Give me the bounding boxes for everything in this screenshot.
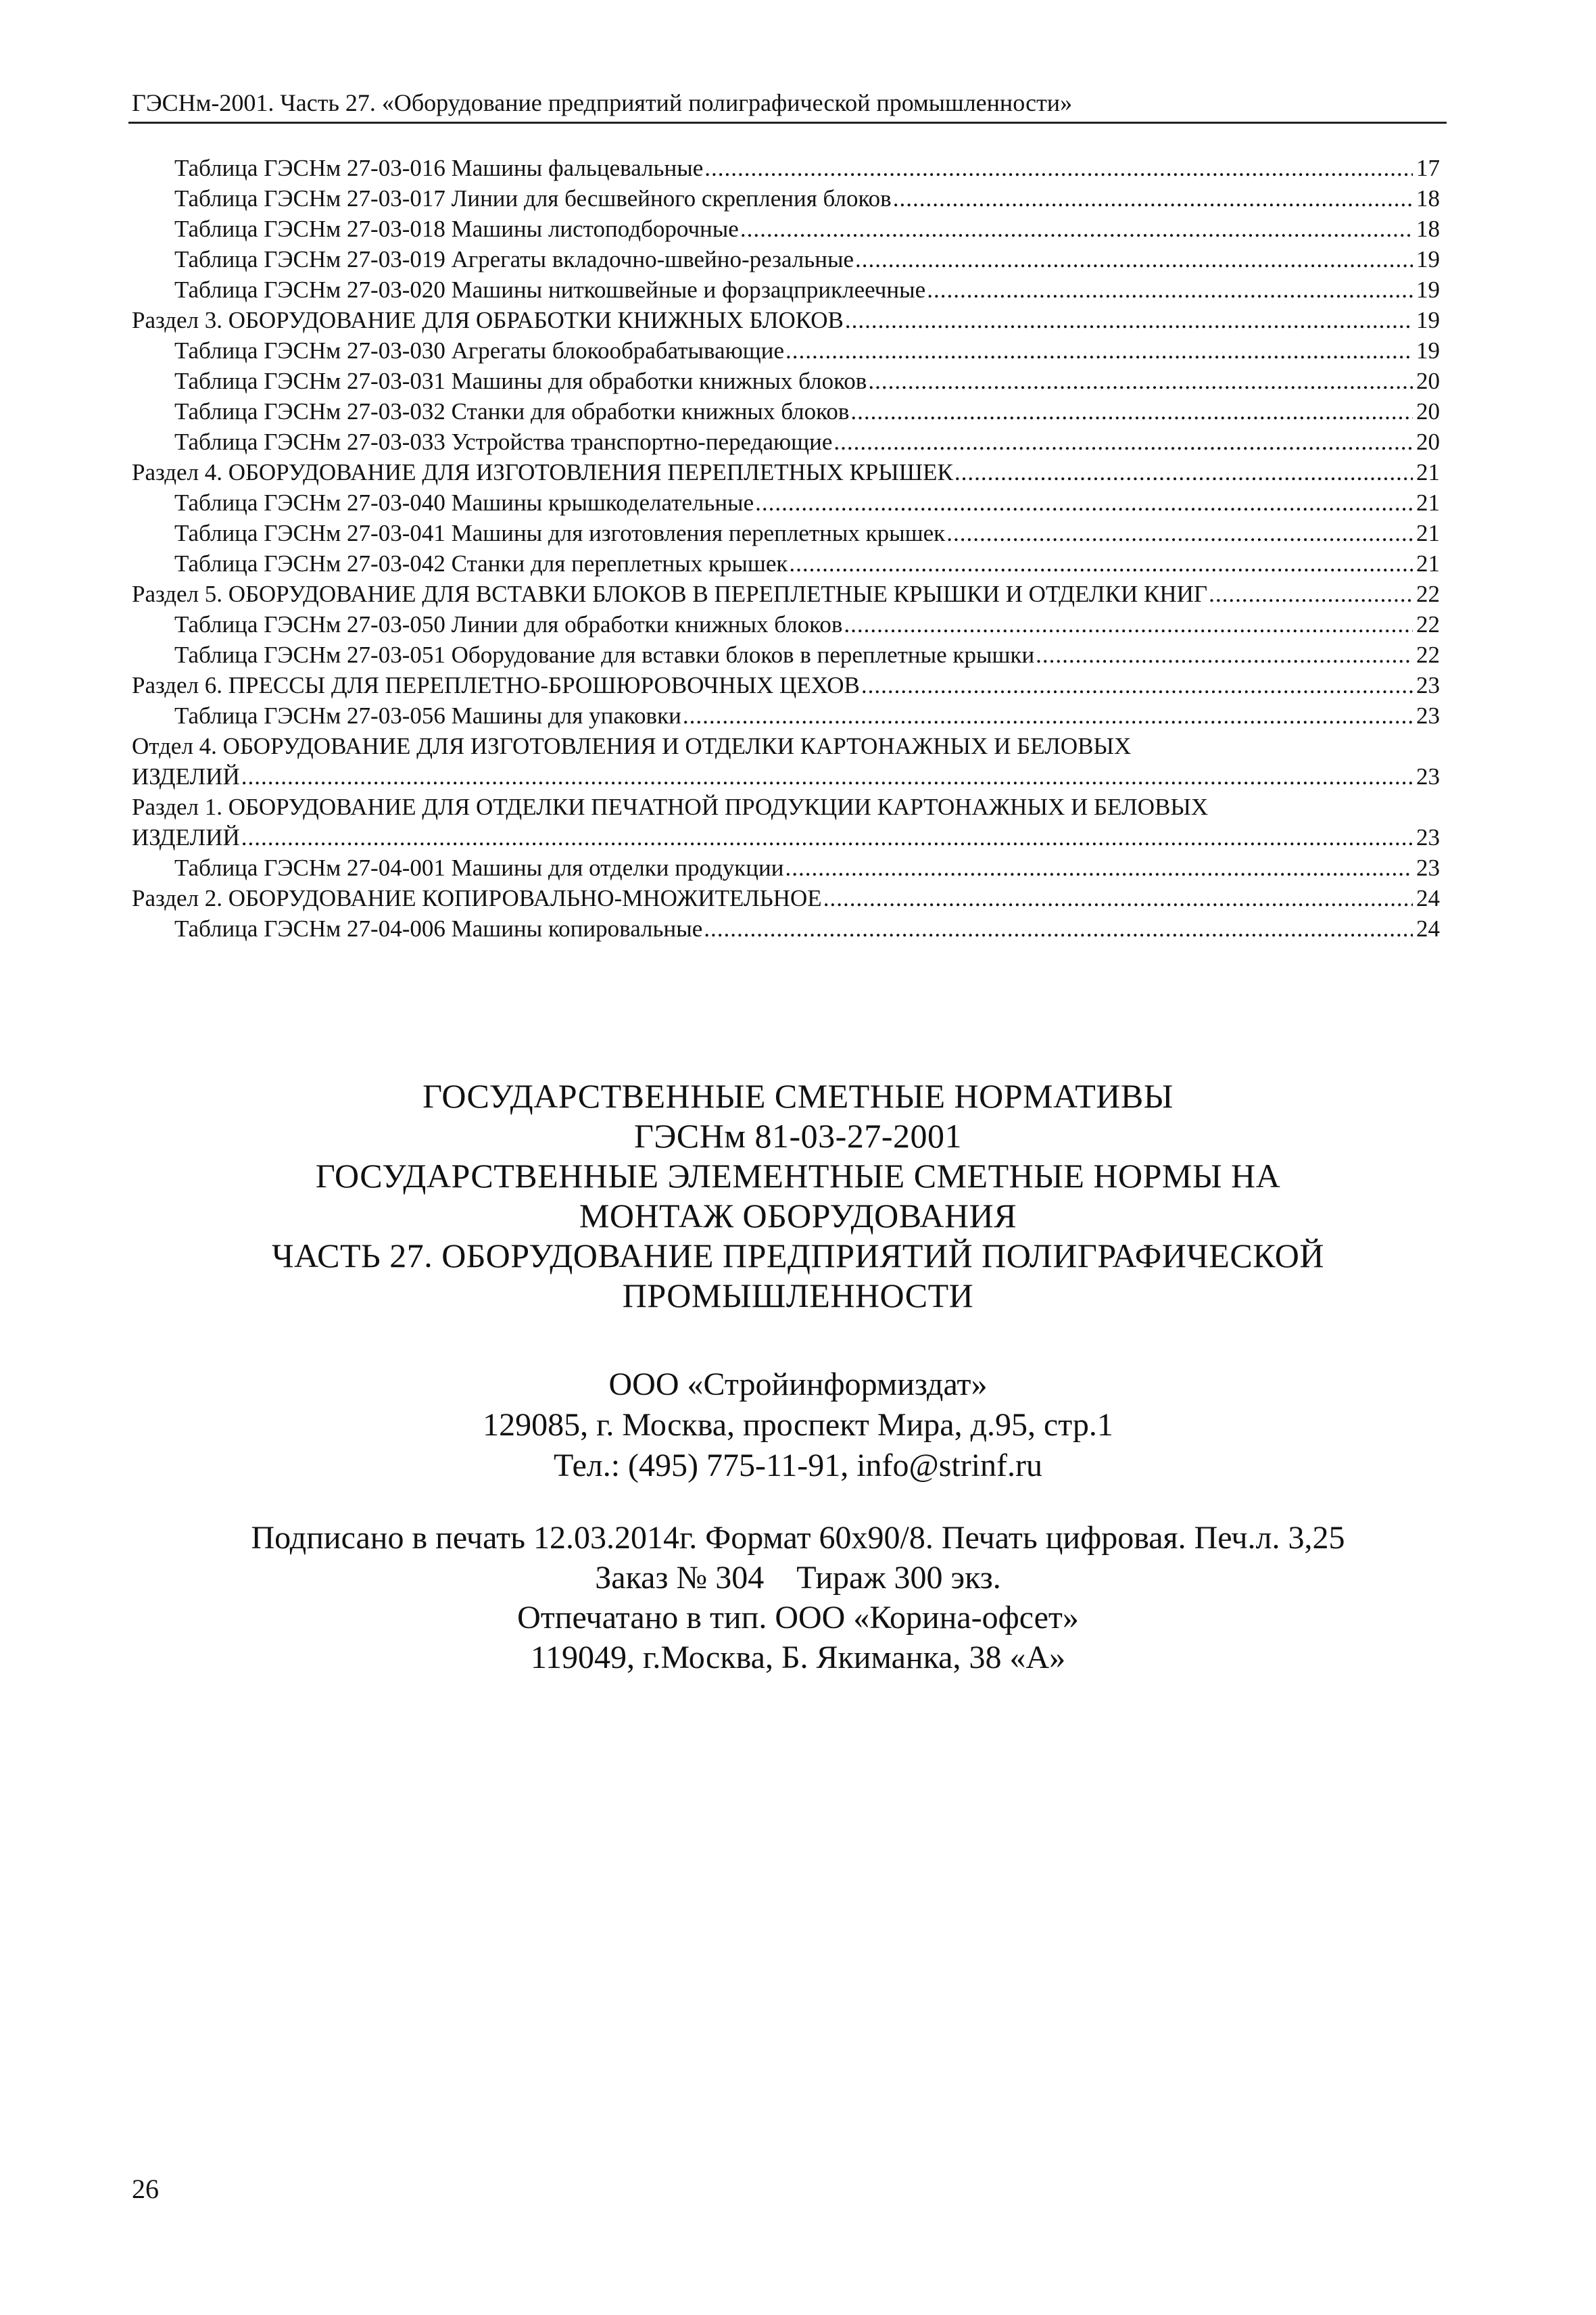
toc-entry-title: Раздел 4. ОБОРУДОВАНИЕ ДЛЯ ИЗГОТОВЛЕНИЯ ПЕРЕПЛЕТНЫХ КРЫШЕК — [132, 459, 953, 485]
toc-entry-title: Таблица ГЭСНм 27-03-033 Устройства транспортно-передающие — [174, 429, 833, 455]
imprint-line: 119049, г.Москва, Б. Якиманка, 38 «А» — [530, 1640, 1066, 1675]
toc-table-entry[interactable] — [132, 153, 1440, 183]
publisher-address: 129085, г. Москва, проспект Мира, д.95, стр.1 — [483, 1407, 1113, 1443]
toc-entry-title: Таблица ГЭСНм 27-04-006 Машины копировальные — [174, 915, 703, 942]
toc-dot-leader — [845, 305, 1413, 335]
toc-entry-page: 23 — [1416, 763, 1440, 790]
toc-entry-page: 22 — [1416, 581, 1440, 607]
toc-section-entry[interactable] — [132, 883, 1440, 913]
toc-entry-title-line1: Раздел 1. ОБОРУДОВАНИЕ ДЛЯ ОТДЕЛКИ ПЕЧАТНОЙ ПРОДУКЦИИ КАРТОНАЖНЫХ И БЕЛОВЫХ — [132, 794, 1209, 820]
toc-entry-title: Раздел 2. ОБОРУДОВАНИЕ КОПИРОВАЛЬНО-МНОЖИТЕЛЬНОЕ — [132, 885, 822, 911]
toc-entry-title-line2: ИЗДЕЛИЙ — [132, 824, 240, 851]
title-line: ПРОМЫШЛЕННОСТИ — [622, 1276, 974, 1314]
toc-dot-leader — [241, 761, 1413, 792]
toc-table-entry[interactable] — [132, 609, 1440, 640]
toc-entry-title: Таблица ГЭСНм 27-03-056 Машины для упаковки — [174, 702, 681, 729]
toc-table-entry[interactable] — [132, 183, 1440, 214]
toc-table-entry[interactable] — [132, 244, 1440, 275]
toc-entry-title: Таблица ГЭСНм 27-03-040 Машины крышкоделательные — [174, 490, 754, 516]
toc-entry-title: Таблица ГЭСНм 27-03-042 Станки для переплетных крышек — [174, 550, 788, 577]
toc-table-entry[interactable] — [132, 700, 1440, 731]
toc-entry-title: Таблица ГЭСНм 27-03-041 Машины для изготовления переплетных крышек — [174, 520, 946, 546]
running-header: ГЭСНм-2001. Часть 27. «Оборудование предприятий полиграфической промышленности» — [132, 89, 1073, 116]
toc-dot-leader — [861, 670, 1413, 700]
toc-entry-page: 19 — [1416, 277, 1440, 303]
toc-dot-leader — [893, 183, 1413, 214]
toc-entry-wrapped[interactable] — [132, 731, 1440, 792]
toc-entry-title-line2: ИЗДЕЛИЙ — [132, 763, 240, 790]
toc-tail-list — [132, 853, 1440, 944]
toc-table-entry[interactable] — [132, 396, 1440, 427]
toc-entry-page: 19 — [1416, 307, 1440, 333]
toc-dot-leader — [855, 244, 1413, 275]
toc-entry-title: Таблица ГЭСНм 27-03-017 Линии для бесшвейного скрепления блоков — [174, 185, 892, 212]
toc-section-entry[interactable] — [132, 579, 1440, 609]
toc-entry-page: 20 — [1416, 368, 1440, 394]
toc-entry-page: 20 — [1416, 398, 1440, 425]
toc-entry-wrapped[interactable] — [132, 792, 1440, 853]
toc-dot-leader — [740, 214, 1413, 244]
toc-entry-title: Таблица ГЭСНм 27-04-001 Машины для отделки продукции — [174, 855, 784, 881]
toc-dot-leader — [927, 275, 1413, 305]
toc-table-entry[interactable] — [132, 427, 1440, 457]
title-line: ГОСУДАРСТВЕННЫЕ СМЕТНЫЕ НОРМАТИВЫ — [422, 1077, 1174, 1115]
toc-table-entry[interactable] — [132, 335, 1440, 366]
toc-entry-page: 21 — [1416, 520, 1440, 546]
toc-entry-page: 21 — [1416, 550, 1440, 577]
toc-section-entry[interactable] — [132, 670, 1440, 700]
toc-table-entry[interactable] — [132, 487, 1440, 518]
imprint-line: Отпечатано в тип. ООО «Корина-офсет» — [517, 1600, 1079, 1636]
toc-entry-title: Таблица ГЭСНм 27-03-050 Линии для обработки книжных блоков — [174, 611, 843, 638]
publisher-contacts: Тел.: (495) 775-11-91, info@strinf.ru — [553, 1448, 1043, 1483]
toc-table-entry[interactable] — [132, 366, 1440, 396]
toc-entry-title: Таблица ГЭСНм 27-03-032 Станки для обработки книжных блоков — [174, 398, 850, 425]
toc-entry-page: 18 — [1416, 216, 1440, 242]
toc-table-entry[interactable] — [132, 913, 1440, 944]
toc-entry-title: Таблица ГЭСНм 27-03-019 Агрегаты вкладочно-швейно-резальные — [174, 246, 854, 272]
toc-entry-page: 24 — [1416, 915, 1440, 942]
toc-table-entry[interactable] — [132, 214, 1440, 244]
table-of-contents — [132, 153, 1440, 944]
toc-dot-leader — [954, 457, 1413, 487]
toc-entry-title: Таблица ГЭСНм 27-03-016 Машины фальцевальные — [174, 155, 704, 181]
toc-entry-title: Раздел 6. ПРЕССЫ ДЛЯ ПЕРЕПЛЕТНО-БРОШЮРОВОЧНЫХ ЦЕХОВ — [132, 672, 860, 698]
toc-entry-title: Таблица ГЭСНм 27-03-051 Оборудование для вставки блоков в переплетные крышки — [174, 642, 1035, 668]
imprint-line: Подписано в печать 12.03.2014г. Формат 60х90/8. Печать цифровая. Печ.л. 3,25 — [251, 1520, 1345, 1556]
toc-dot-leader — [1209, 579, 1413, 609]
toc-table-entry[interactable] — [132, 853, 1440, 883]
toc-entry-page: 23 — [1416, 702, 1440, 729]
toc-section-entry[interactable] — [132, 457, 1440, 487]
toc-entry-page: 18 — [1416, 185, 1440, 212]
toc-dot-leader — [844, 609, 1413, 640]
toc-dot-leader — [823, 883, 1413, 913]
toc-entry-page: 19 — [1416, 337, 1440, 364]
toc-entry-title: Таблица ГЭСНм 27-03-020 Машины ниткошвейные и форзацприклеечные — [174, 277, 926, 303]
toc-dot-leader — [833, 427, 1413, 457]
title-line: ГЭСНм 81-03-27-2001 — [634, 1117, 962, 1155]
document-title-block — [0, 1076, 1596, 1316]
toc-entry-page: 23 — [1416, 855, 1440, 881]
publisher-info — [0, 1364, 1596, 1486]
toc-entry-page: 21 — [1416, 459, 1440, 485]
toc-entry-page: 24 — [1416, 885, 1440, 911]
toc-table-entry[interactable] — [132, 275, 1440, 305]
toc-entry-page: 22 — [1416, 611, 1440, 638]
toc-main-list — [132, 153, 1440, 731]
toc-table-entry[interactable] — [132, 640, 1440, 670]
toc-dot-leader — [850, 396, 1413, 427]
title-line: ЧАСТЬ 27. ОБОРУДОВАНИЕ ПРЕДПРИЯТИЙ ПОЛИГРАФИЧЕСКОЙ — [271, 1237, 1325, 1274]
toc-section-entry[interactable] — [132, 305, 1440, 335]
title-line: МОНТАЖ ОБОРУДОВАНИЯ — [579, 1197, 1017, 1235]
toc-entry-title: Таблица ГЭСНм 27-03-030 Агрегаты блокообрабатывающие — [174, 337, 785, 364]
toc-entry-page: 22 — [1416, 642, 1440, 668]
header-divider — [128, 122, 1447, 124]
toc-dot-leader — [241, 822, 1413, 853]
toc-dot-leader — [868, 366, 1413, 396]
toc-table-entry[interactable] — [132, 518, 1440, 548]
toc-dot-leader — [704, 153, 1413, 183]
toc-entry-page: 23 — [1416, 824, 1440, 851]
toc-dot-leader — [704, 913, 1413, 944]
toc-table-entry[interactable] — [132, 548, 1440, 579]
title-line: ГОСУДАРСТВЕННЫЕ ЭЛЕМЕНТНЫЕ СМЕТНЫЕ НОРМЫ НА — [315, 1157, 1281, 1195]
toc-entry-title-line1: Отдел 4. ОБОРУДОВАНИЕ ДЛЯ ИЗГОТОВЛЕНИЯ И ОТДЕЛКИ КАРТОНАЖНЫХ И БЕЛОВЫХ — [132, 733, 1132, 759]
toc-entry-page: 21 — [1416, 490, 1440, 516]
toc-entry-page: 19 — [1416, 246, 1440, 272]
toc-dot-leader — [755, 487, 1413, 518]
imprint-line: Заказ № 304 Тираж 300 экз. — [595, 1560, 1001, 1596]
toc-dot-leader — [789, 548, 1413, 579]
toc-entry-page: 23 — [1416, 672, 1440, 698]
toc-dot-leader — [785, 335, 1413, 366]
toc-dot-leader — [683, 700, 1413, 731]
toc-entry-page: 20 — [1416, 429, 1440, 455]
toc-dot-leader — [785, 853, 1413, 883]
toc-entry-title: Раздел 3. ОБОРУДОВАНИЕ ДЛЯ ОБРАБОТКИ КНИЖНЫХ БЛОКОВ — [132, 307, 844, 333]
toc-dot-leader — [946, 518, 1413, 548]
publisher-name: ООО «Стройинформиздат» — [608, 1366, 988, 1402]
toc-entry-title: Раздел 5. ОБОРУДОВАНИЕ ДЛЯ ВСТАВКИ БЛОКОВ В ПЕРЕПЛЕТНЫЕ КРЫШКИ И ОТДЕЛКИ КНИГ — [132, 581, 1208, 607]
page-number: 26 — [132, 2174, 159, 2204]
toc-dot-leader — [1036, 640, 1413, 670]
imprint-info — [0, 1518, 1596, 1677]
toc-entry-title: Таблица ГЭСНм 27-03-031 Машины для обработки книжных блоков — [174, 368, 867, 394]
toc-entry-title: Таблица ГЭСНм 27-03-018 Машины листоподборочные — [174, 216, 739, 242]
toc-entry-page: 17 — [1416, 155, 1440, 181]
